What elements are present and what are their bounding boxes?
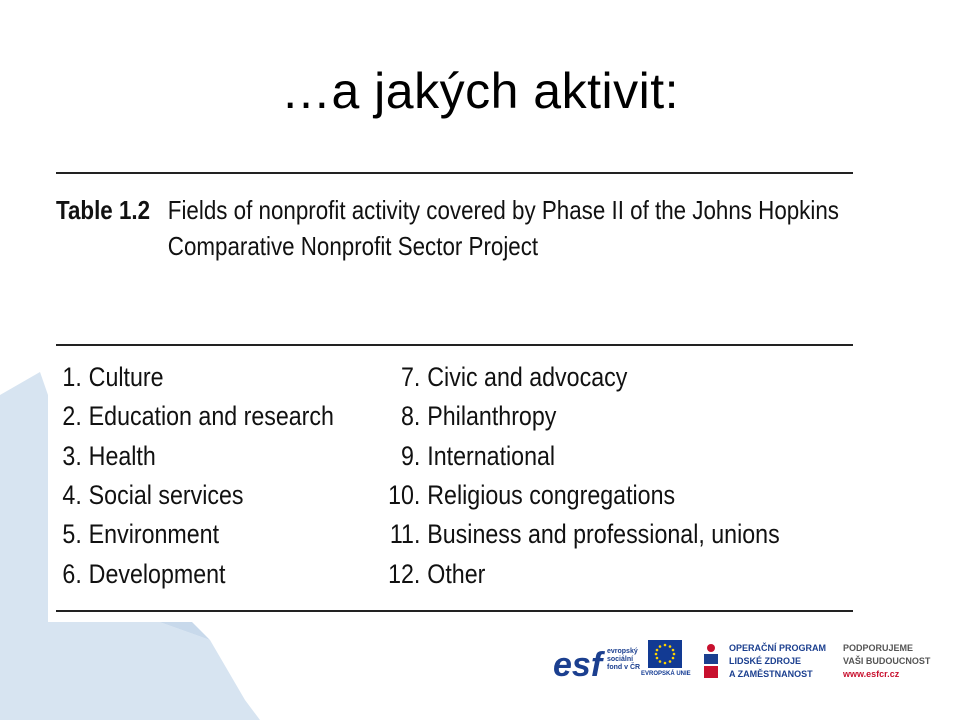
website-url: www.esfcr.cz <box>843 669 900 679</box>
table-label: Table 1.2 <box>56 195 151 225</box>
list-item: 8. Philanthropy <box>401 401 557 431</box>
list-item: 4. Social services <box>62 480 244 510</box>
caption-line-1: Fields of nonprofit activity covered by Phase II of the Johns Hopkins <box>167 195 839 225</box>
table-figure <box>48 162 852 622</box>
caption-line-2: Comparative Nonprofit Sector Project <box>167 231 539 261</box>
list-item: 3. Health <box>62 441 156 471</box>
bottom-rule <box>56 610 853 612</box>
footer-logos <box>553 638 933 688</box>
table-caption <box>56 192 839 264</box>
op-people-icon <box>701 642 721 680</box>
eu-label: EVROPSKÁ UNIE <box>641 671 691 677</box>
esf-subtitle: evropský sociální fond v ČR <box>607 648 641 671</box>
header-rule <box>56 344 853 346</box>
list-item: 2. Education and research <box>62 401 334 431</box>
list-item: 10. Religious congregations <box>388 480 676 510</box>
list-item: 7. Civic and advocacy <box>401 362 628 392</box>
list-item: 12. Other <box>388 559 486 589</box>
esf-wordmark: esf <box>553 646 603 684</box>
top-rule <box>56 172 853 174</box>
eu-flag-icon <box>648 640 682 668</box>
list-item: 11. Business and professional, unions <box>389 519 780 549</box>
list-item: 1. Culture <box>62 362 164 392</box>
slogan-text: PODPORUJEME VAŠI BUDOUCNOST www.esfcr.cz <box>843 643 931 679</box>
op-program-text: OPERAČNÍ PROGRAM LIDSKÉ ZDROJE A ZAMĚSTNANOST <box>729 643 827 679</box>
list-item: 9. International <box>401 441 556 471</box>
list-item: 5. Environment <box>62 519 220 549</box>
slide-title: …a jakých aktivit: <box>280 63 679 119</box>
list-item: 6. Development <box>62 559 226 589</box>
